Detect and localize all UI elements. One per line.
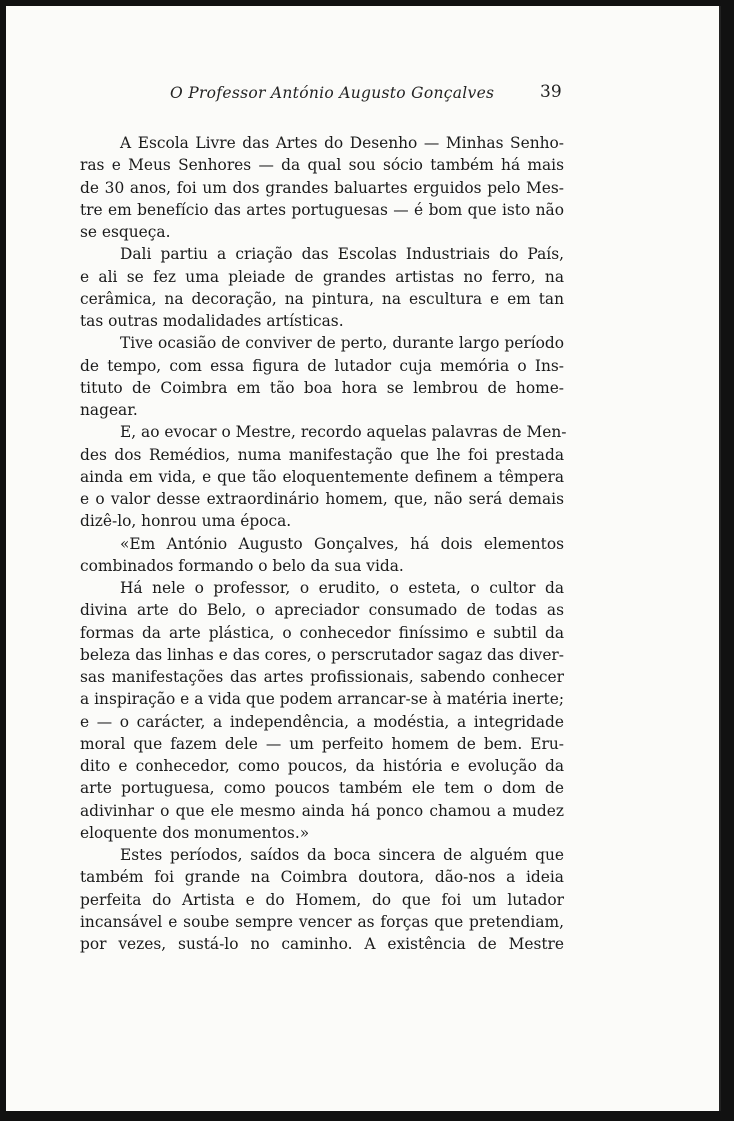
text-line: Dali partiu a criação das Escolas Industriais do País, [120,245,564,264]
paragraph [80,533,564,578]
text-line: moral que fazem dele — um perfeito homem de bem. Eru- [80,734,564,753]
text-line: eloquente dos monumentos.» [80,823,310,842]
paragraph [80,577,564,844]
text-line: dito e conhecedor, como poucos, da história e evolução da [80,757,564,775]
paragraph [80,421,567,532]
text-line: Tive ocasião de conviver de perto, durante largo período [120,334,564,353]
text-line: cerâmica, na decoração, na pintura, na escultura e em tan [80,289,564,308]
text-line: incansável e soube sempre vencer as forças que pretendiam, [80,912,564,931]
text-line: des dos Remédios, numa manifestação que lhe foi prestada [80,445,564,464]
text-line: «Em António Augusto Gonçalves, há dois elementos [120,534,564,553]
text-line: Há nele o professor, o erudito, o esteta, o cultor da [120,579,564,597]
text-line: adivinhar o que ele mesmo ainda há ponco chamou a mudez [80,801,564,820]
body-text [80,132,567,955]
paragraph [80,243,564,332]
text-line: beleza das linhas e das cores, o perscrutador sagaz das diver- [80,645,564,664]
text-line: Estes períodos, saídos da boca sincera de alguém que [120,846,564,864]
text-line: A Escola Livre das Artes do Desenho — Minhas Senho- [120,134,564,152]
text-line: ainda em vida, e que tão eloquentemente definem a têmpera [80,467,564,486]
text-line: nagear. [80,401,138,419]
text-line: combinados formando o belo da sua vida. [80,556,404,575]
paragraph [80,332,564,421]
text-line: e ali se fez uma pleiade de grandes artistas no ferro, na [80,267,564,286]
text-line: divina arte do Belo, o apreciador consumado de todas as [80,601,564,620]
text-line: dizê-lo, honrou uma época. [80,512,292,531]
text-line: e — o carácter, a independência, a modéstia, a integridade [80,712,564,731]
text-line: e o valor desse extraordinário homem, que, não será demais [80,490,564,508]
text-line: sas manifestações das artes profissionais, sabendo conhecer [80,668,564,686]
text-line: por vezes, sustá-lo no caminho. A existência de Mestre [80,935,564,953]
text-line: se esqueça. [80,223,171,241]
page-number: 39 [540,82,562,102]
text-line: tas outras modalidades artísticas. [80,312,344,330]
text-line: de tempo, com essa figura de lutador cuja memória o Ins- [80,356,564,375]
book-page [6,6,721,1111]
text-line: de 30 anos, foi um dos grandes baluartes erguidos pelo Mes- [80,178,564,197]
text-line: a inspiração e a vida que podem arrancar-se à matéria inerte; [80,690,564,709]
text-line: formas da arte plástica, o conhecedor finíssimo e subtil da [80,623,564,642]
text-line: E, ao evocar o Mestre, recordo aquelas palavras de Men- [120,423,567,442]
running-title: O Professor António Augusto Gonçalves [170,84,495,102]
paragraph [80,844,564,955]
text-line: tre em benefício das artes portuguesas — é bom que isto não [80,200,564,219]
text-line: ras e Meus Senhores — da qual sou sócio também há mais [80,156,564,175]
text-line: arte portuguesa, como poucos também ele tem o dom de [80,779,564,798]
text-line: também foi grande na Coimbra doutora, dão-nos a ideia [80,868,564,887]
text-line: tituto de Coimbra em tão boa hora se lembrou de home- [80,378,564,397]
paragraph [80,132,564,243]
text-line: perfeita do Artista e do Homem, do que foi um lutador [80,890,564,909]
